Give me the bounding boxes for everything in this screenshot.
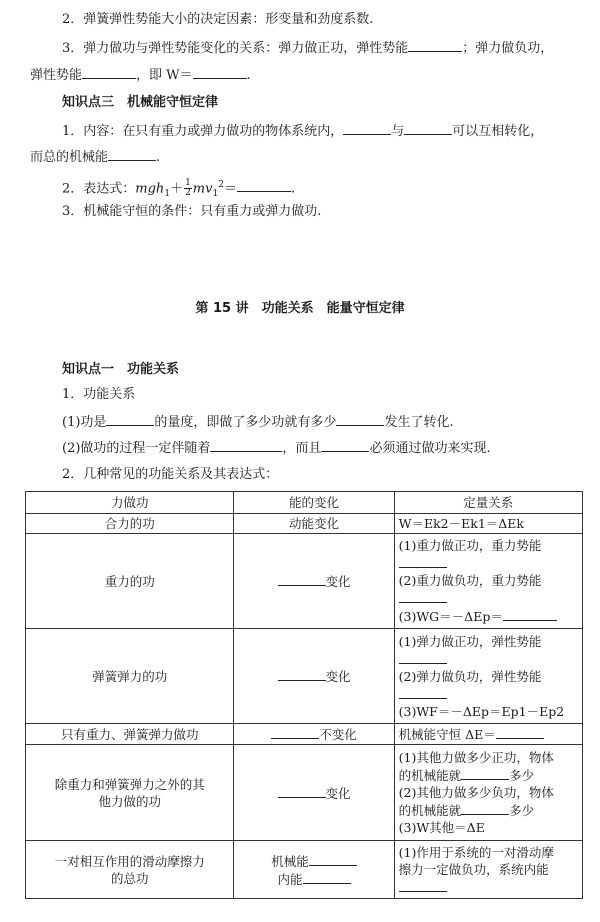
relation-line [399, 607, 578, 625]
text-segment: 可以互相转化， [452, 124, 544, 139]
cell-energy [234, 841, 394, 899]
text-segment: . [156, 150, 161, 165]
relation-line [399, 725, 578, 743]
fill-blank[interactable] [399, 685, 447, 699]
text-line-3 [62, 38, 553, 58]
fill-blank[interactable] [106, 412, 154, 426]
text-segment: 变化 [325, 785, 351, 801]
fill-blank[interactable] [193, 65, 247, 79]
fill-blank[interactable] [399, 589, 447, 603]
table-row [26, 745, 583, 841]
cell-relation [394, 514, 582, 534]
force-line: 的总功 [110, 870, 149, 886]
relation-line: (2)其他力做多少负功，物体 [398, 785, 554, 800]
text-line-2 [62, 11, 373, 29]
formula-equals: ＝ [223, 181, 237, 197]
table-row [26, 514, 583, 534]
text-segment: 的机械能就 [398, 768, 462, 783]
relation-line: (3)W其他＝ΔE [398, 820, 485, 835]
table-row [26, 629, 583, 724]
relation-line: (2)重力做负功，重力势能 [398, 573, 542, 588]
fill-blank[interactable] [343, 121, 391, 135]
cell-force: 重力的功 [26, 534, 234, 629]
fill-blank[interactable] [461, 801, 509, 815]
relation-line: (1)作用于系统的一对滑动摩 [398, 844, 554, 860]
fraction-half [184, 179, 192, 198]
table-row [26, 841, 583, 899]
cell-force [26, 841, 234, 899]
fill-blank[interactable] [108, 147, 156, 161]
fill-blank[interactable] [278, 667, 326, 681]
fill-blank[interactable] [496, 725, 544, 739]
text-line-kp3-2 [62, 173, 295, 206]
cell-force [26, 745, 234, 841]
text-segment: 机械能 [271, 853, 309, 869]
cell-relation [394, 745, 582, 841]
cell-energy [234, 745, 394, 841]
relation-line [399, 878, 578, 896]
header-energy-change: 能的变化 [234, 492, 394, 514]
text-segment: 多少 [509, 768, 535, 783]
relation-line: (3)WF＝－ΔEp＝Ep1－Ep2 [398, 703, 565, 719]
fraction-numerator: 1 [185, 178, 191, 189]
relation-line: (1)其他力做多少正功，物体 [398, 750, 554, 765]
text-segment: . [290, 181, 296, 197]
text-segment: 弹性势能 [30, 68, 83, 83]
cell-energy [234, 724, 394, 745]
header-force-work: 力做功 [26, 492, 234, 514]
text-segment: 多少 [509, 803, 535, 818]
text-segment: 机械能守恒 ΔE＝ [398, 727, 496, 742]
table-row [26, 724, 583, 745]
fill-blank[interactable] [399, 650, 447, 664]
cell-relation [394, 629, 582, 724]
table-row [26, 534, 583, 629]
fill-blank[interactable] [408, 38, 462, 52]
text-segment: 变化 [325, 574, 351, 589]
table-header-row [26, 492, 583, 514]
text-segment: 与 [391, 124, 405, 139]
relation-line [399, 685, 578, 703]
fill-blank[interactable] [503, 607, 557, 621]
text-segment: 发生了转化. [384, 415, 454, 430]
relation-line: (1)重力做正功，重力势能 [398, 538, 542, 553]
fill-blank[interactable] [321, 438, 369, 452]
relation-line: 擦力一定做负功，系统内能 [398, 861, 549, 877]
text-segment: 3．弹力做功与弹性势能变化的关系：弹力做正功，弹性势能 [62, 41, 409, 56]
text-segment: 的量度，即做了多少功就有多少 [154, 415, 337, 430]
text-segment: 不变化 [319, 727, 357, 742]
fill-blank[interactable] [336, 412, 384, 426]
text-segment: ，即 W＝ [136, 68, 193, 83]
cell-relation [394, 534, 582, 629]
text-segment: 2．表达式： [62, 181, 136, 197]
text-segment: (3)WG＝－ΔEp＝ [398, 609, 503, 624]
cell-force: 只有重力、弹簧弹力做功 [26, 724, 234, 745]
text-segment: (1)功是 [62, 415, 107, 430]
fill-blank[interactable] [309, 852, 357, 866]
relation-line [399, 554, 578, 572]
relation-line: W＝Ek2－Ek1＝ΔEk [398, 516, 525, 531]
force-line: 一对相互作用的滑动摩擦力 [54, 853, 205, 869]
relation-line [399, 650, 578, 668]
cell-force: 弹簧弹力的功 [26, 629, 234, 724]
force-line: 他力做的功 [98, 793, 161, 809]
section-heading-kp1: 知识点一 功能关系 [62, 362, 180, 377]
formula-subscript: 1 [164, 188, 171, 199]
text-segment: 而总的机械能 [30, 150, 109, 165]
fill-blank[interactable] [303, 870, 351, 884]
formula-plus: ＋ [170, 181, 184, 197]
cell-relation [394, 724, 582, 745]
header-quantitative: 定量关系 [394, 492, 582, 514]
fraction-denominator: 2 [185, 188, 191, 199]
fill-blank[interactable] [461, 766, 509, 780]
cell-force: 合力的功 [26, 514, 234, 534]
relation-line: (2)弹力做负功，弹性势能 [398, 668, 542, 684]
text-line-3-cont [30, 65, 251, 85]
text-segment: 的机械能就 [398, 803, 462, 818]
cell-energy [234, 629, 394, 724]
relation-line [399, 589, 578, 607]
fill-blank[interactable] [399, 554, 447, 568]
formula-mv: mv [192, 181, 213, 197]
formula-mgh: mgh [135, 181, 165, 197]
cell-energy [234, 534, 394, 629]
energy-line [238, 852, 389, 870]
work-energy-table [25, 491, 583, 899]
energy-line [238, 870, 389, 888]
text-segment: 变化 [325, 669, 351, 684]
text-segment: (2)做功的过程一定伴随着 [62, 441, 211, 456]
text-segment: . [246, 68, 251, 83]
text-line-kp3-1 [62, 121, 543, 141]
cell-energy: 动能变化 [234, 514, 394, 534]
relation-line: (1)弹力做正功，弹性势能 [398, 633, 542, 649]
text-line-kp3-3: 3．机械能守恒的条件：只有重力或弹力做功. [62, 204, 322, 219]
formula-subscript: 1 [212, 188, 219, 199]
lecture-title: 第 15 讲 功能关系 能量守恒定律 [195, 301, 405, 316]
fill-blank[interactable] [399, 878, 447, 892]
fill-blank[interactable] [278, 572, 326, 586]
text-segment: 2．弹簧弹性势能大小的决定因素：形变量和劲度系数. [62, 12, 374, 27]
text-segment: 1．内容：在只有重力或弹力做功的物体系统内， [62, 124, 344, 139]
text-line-kp1-1-1 [62, 412, 454, 432]
fill-blank[interactable] [210, 438, 282, 452]
fill-blank[interactable] [237, 178, 291, 192]
fill-blank[interactable] [271, 725, 319, 739]
section-heading-kp3: 知识点三 机械能守恒定律 [62, 95, 219, 110]
text-line-kp1-2: 2．几种常见的功能关系及其表达式： [62, 467, 279, 482]
text-segment: 必须通过做功来实现. [369, 441, 491, 456]
text-line-kp1-1: 1．功能关系 [62, 387, 136, 402]
force-line: 除重力和弹簧弹力之外的其 [54, 776, 205, 792]
formula-superscript: 2 [218, 180, 224, 190]
text-segment: ，而且 [282, 441, 322, 456]
fill-blank[interactable] [404, 121, 452, 135]
relation-line [399, 801, 578, 819]
text-line-kp1-1-2 [62, 438, 491, 458]
fill-blank[interactable] [82, 65, 136, 79]
cell-relation [394, 841, 582, 899]
relation-line [399, 766, 578, 784]
fill-blank[interactable] [278, 784, 326, 798]
text-segment: 内能 [277, 871, 303, 887]
text-line-kp3-1-cont [30, 147, 160, 167]
text-segment: ；弹力做负功， [462, 41, 554, 56]
